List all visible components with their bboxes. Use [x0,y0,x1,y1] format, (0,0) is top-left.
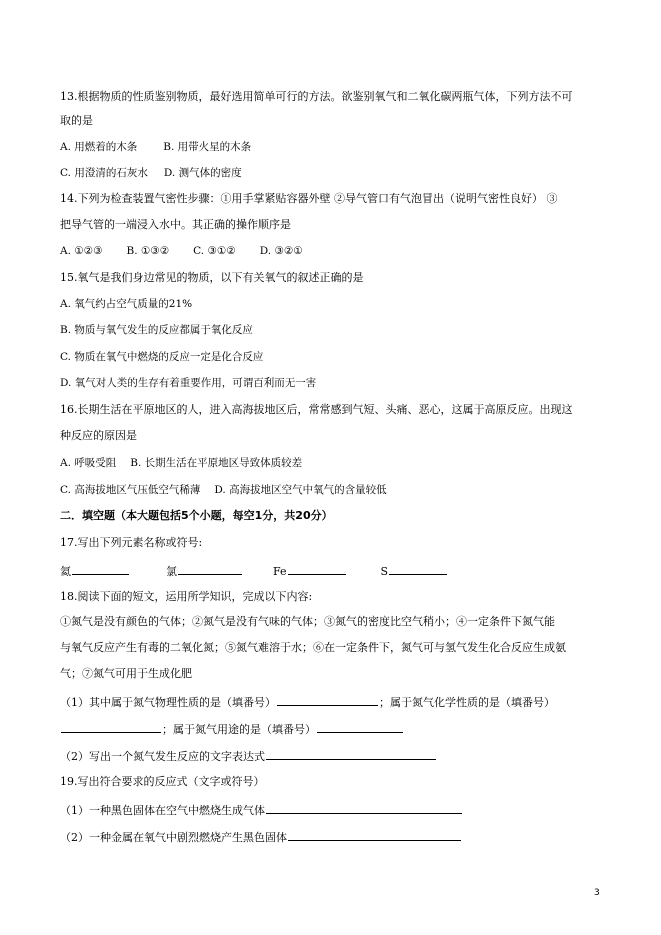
q17-item-4: S [380,565,389,578]
q13-stem-line2: 取的是 [60,114,93,127]
q15-option-a: A. 氧气约占空气质量的21% [60,298,193,310]
q18-passage-line3: 气；⑦氮气可用于生成化肥 [60,667,192,680]
q16-options-row1 [60,456,302,470]
q14-stem-line1: 14.下列为检查装置气密性步骤：①用手掌紧贴容器外壁 ②导气管口有气泡冒出（说明气密性良好） ③ [60,192,558,205]
q13-option-b: B. 用带火星的木条 [163,141,252,153]
q17-blank-2[interactable] [178,563,242,575]
q15-option-b: B. 物质与氧气发生的反应都属于氧化反应 [60,324,253,336]
q14-option-b: B. ①③② [126,245,170,257]
q18-sub1-line2 [60,721,404,737]
q17-items [60,563,448,579]
q19-sub1 [60,802,463,818]
q19-stem: 19.写出符合要求的反应式（文字或符号） [60,775,265,788]
q17-stem: 17.写出下列元素名称或符号: [60,536,203,549]
q14-option-d: D. ③②① [259,245,303,257]
q13-options-row1 [60,140,251,154]
q16-option-c: C. 高海拔地区气压低空气稀薄 [60,484,201,496]
q13-option-c: C. 用澄清的石灰水 [60,167,148,179]
q16-option-a: A. 呼吸受阻 [60,457,117,469]
q18-stem: 18.阅读下面的短文，运用所学知识，完成以下内容: [60,590,313,603]
q13-options-row2 [60,166,242,180]
q17-item-2: 氯 [166,565,177,578]
page-number: 3 [594,888,600,898]
q16-options-row2 [60,483,387,497]
q13-option-a: A. 用燃着的木条 [60,141,138,153]
q16-option-d: D. 高海拔地区空气中氧气的含量较低 [214,484,387,496]
q17-blank-1[interactable] [72,563,129,575]
q15-stem: 15.氧气是我们身边常见的物质，以下有关氧气的叙述正确的是 [60,271,364,284]
q17-item-1: 氦 [60,565,71,578]
q14-option-c: C. ③①② [193,245,236,257]
q18-sub2-prompt: （2）写出一个氮气发生反应的文字表达式 [60,750,265,763]
q18-passage-line2: 与氧气反应产生有毒的二氧化氮；⑤氮气难溶于水；⑥在一定条件下，氮气可与氢气发生化合反应生成氨 [60,641,566,654]
q17-item-3: Fe [273,565,287,578]
q18-sub1-prompt-c: ；属于氮气用途的是（填番号） [162,723,316,736]
q14-option-a: A. ①②③ [60,245,103,257]
q14-options [60,244,303,258]
q18-sub1-line1 [60,694,555,710]
q16-option-b: B. 长期生活在平原地区导致体质较差 [130,457,303,469]
q19-sub1-prompt: （1）一种黑色固体在空气中燃烧生成气体 [60,804,265,817]
q13-stem-line1: 13.根据物质的性质鉴别物质，最好选用简单可行的方法。欲鉴别氧气和二氧化碳两瓶气体，下列方法不可 [60,90,573,103]
q18-sub1-prompt-b: ；属于氮气化学性质的是（填番号） [379,696,555,709]
q18-passage-line1: ①氮气是没有颜色的气体；②氮气是没有气味的气体；③氮气的密度比空气稍小；④一定条件下氮气能 [60,615,555,628]
q19-blank-1[interactable] [266,802,462,814]
q17-blank-4[interactable] [389,563,447,575]
q19-sub2 [60,829,462,845]
q19-sub2-prompt: （2）一种金属在氧气中剧烈燃烧产生黑色固体 [60,831,287,844]
q16-stem-line2: 种反应的原因是 [60,429,137,442]
q18-sub1-prompt-a: （1）其中属于氮气物理性质的是（填番号） [60,696,276,709]
q18-blank-physical[interactable] [277,694,378,706]
q19-blank-2[interactable] [288,829,461,841]
q13-option-d: D. 测气体的密度 [163,167,242,179]
section-2-heading: 二．填空题（本大题包括5个小题，每空1分，共20分） [60,509,333,522]
q17-blank-3[interactable] [288,563,346,575]
q15-option-d: D. 氧气对人类的生存有着重要作用，可谓百利而无一害 [60,377,317,389]
q18-blank-chemical[interactable] [61,721,161,733]
q14-stem-line2: 把导气管的一端浸入水中。其正确的操作顺序是 [60,218,291,231]
q16-stem-line1: 16.长期生活在平原地区的人，进入高海拔地区后，常常感到气短、头痛、恶心，这属于高原反应。出现这 [60,403,573,416]
q18-blank-equation[interactable] [266,748,436,760]
q18-sub2 [60,748,437,764]
q18-blank-use[interactable] [317,721,403,733]
q15-option-c: C. 物质在氧气中燃烧的反应一定是化合反应 [60,351,264,363]
